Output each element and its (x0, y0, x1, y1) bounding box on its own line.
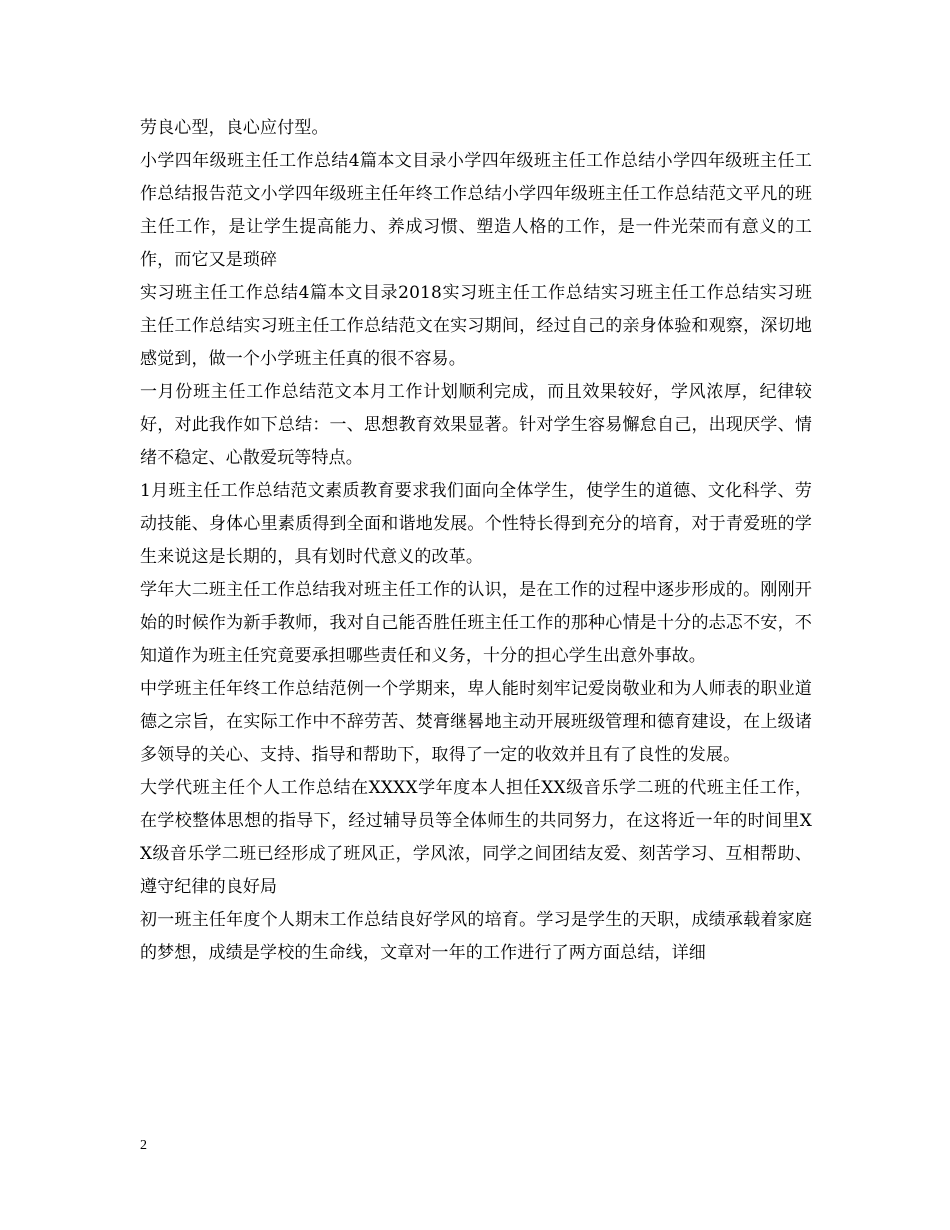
paragraph-8: 大学代班主任个人工作总结在XXXX学年度本人担任XX级音乐学二班的代班主任工作，在学校整体思想的指导下，经过辅导员等全体师生的共同努力，在这将近一年的时间里XX级音乐学二班已经形成了班风正，学风浓，同学之间团结友爱、刻苦学习、互相帮助、遵守纪律的良好局 (140, 778, 812, 897)
paragraph-3: 实习班主任工作总结4篇本文目录2018实习班主任工作总结实习班主任工作总结实习班主任工作总结实习班主任工作总结范文在实习期间，经过自己的亲身体验和观察，深切地感觉到，做一个小学班主任真的很不容易。 (140, 283, 812, 369)
paragraph-2: 小学四年级班主任工作总结4篇本文目录小学四年级班主任工作总结小学四年级班主任工作总结报告范文小学四年级班主任年终工作总结小学四年级班主任工作总结范文平凡的班主任工作，是让学生提高能力、养成习惯、塑造人格的工作，是一件光荣而有意义的工作，而它又是琐碎 (140, 151, 812, 270)
paragraph-1: 劳良心型，良心应付型。 (140, 118, 329, 138)
paragraph-9: 初一班主任年度个人期末工作总结良好学风的培育。学习是学生的天职，成绩承载着家庭的梦想，成绩是学校的生命线，文章对一年的工作进行了两方面总结，详细 (140, 910, 812, 963)
paragraph-4: 一月份班主任工作总结范文本月工作计划顺利完成，而且效果较好，学风浓厚，纪律较好，对此我作如下总结：一、思想教育效果显著。针对学生容易懈怠自己，出现厌学、情绪不稳定、心散爱玩等特点。 (140, 382, 812, 468)
paragraph-7: 中学班主任年终工作总结范例一个学期来，卑人能时刻牢记爱岗敬业和为人师表的职业道德之宗旨，在实际工作中不辞劳苦、焚膏继晷地主动开展班级管理和德育建设，在上级诸多领导的关心、支持、指导和帮助下，取得了一定的收效并且有了良性的发展。 (140, 679, 812, 765)
document-body (140, 112, 812, 970)
paragraph-5: 1月班主任工作总结范文素质教育要求我们面向全体学生，使学生的道德、文化科学、劳动技能、身体心里素质得到全面和谐地发展。个性特长得到充分的培育，对于青爱班的学生来说这是长期的，具有划时代意义的改革。 (140, 481, 812, 567)
page-number: 2 (140, 1138, 147, 1153)
paragraph-6: 学年大二班主任工作总结我对班主任工作的认识，是在工作的过程中逐步形成的。刚刚开始的时候作为新手教师，我对自己能否胜任班主任工作的那种心情是十分的忐忑不安，不知道作为班主任究竟要承担哪些责任和义务，十分的担心学生出意外事故。 (140, 580, 812, 666)
